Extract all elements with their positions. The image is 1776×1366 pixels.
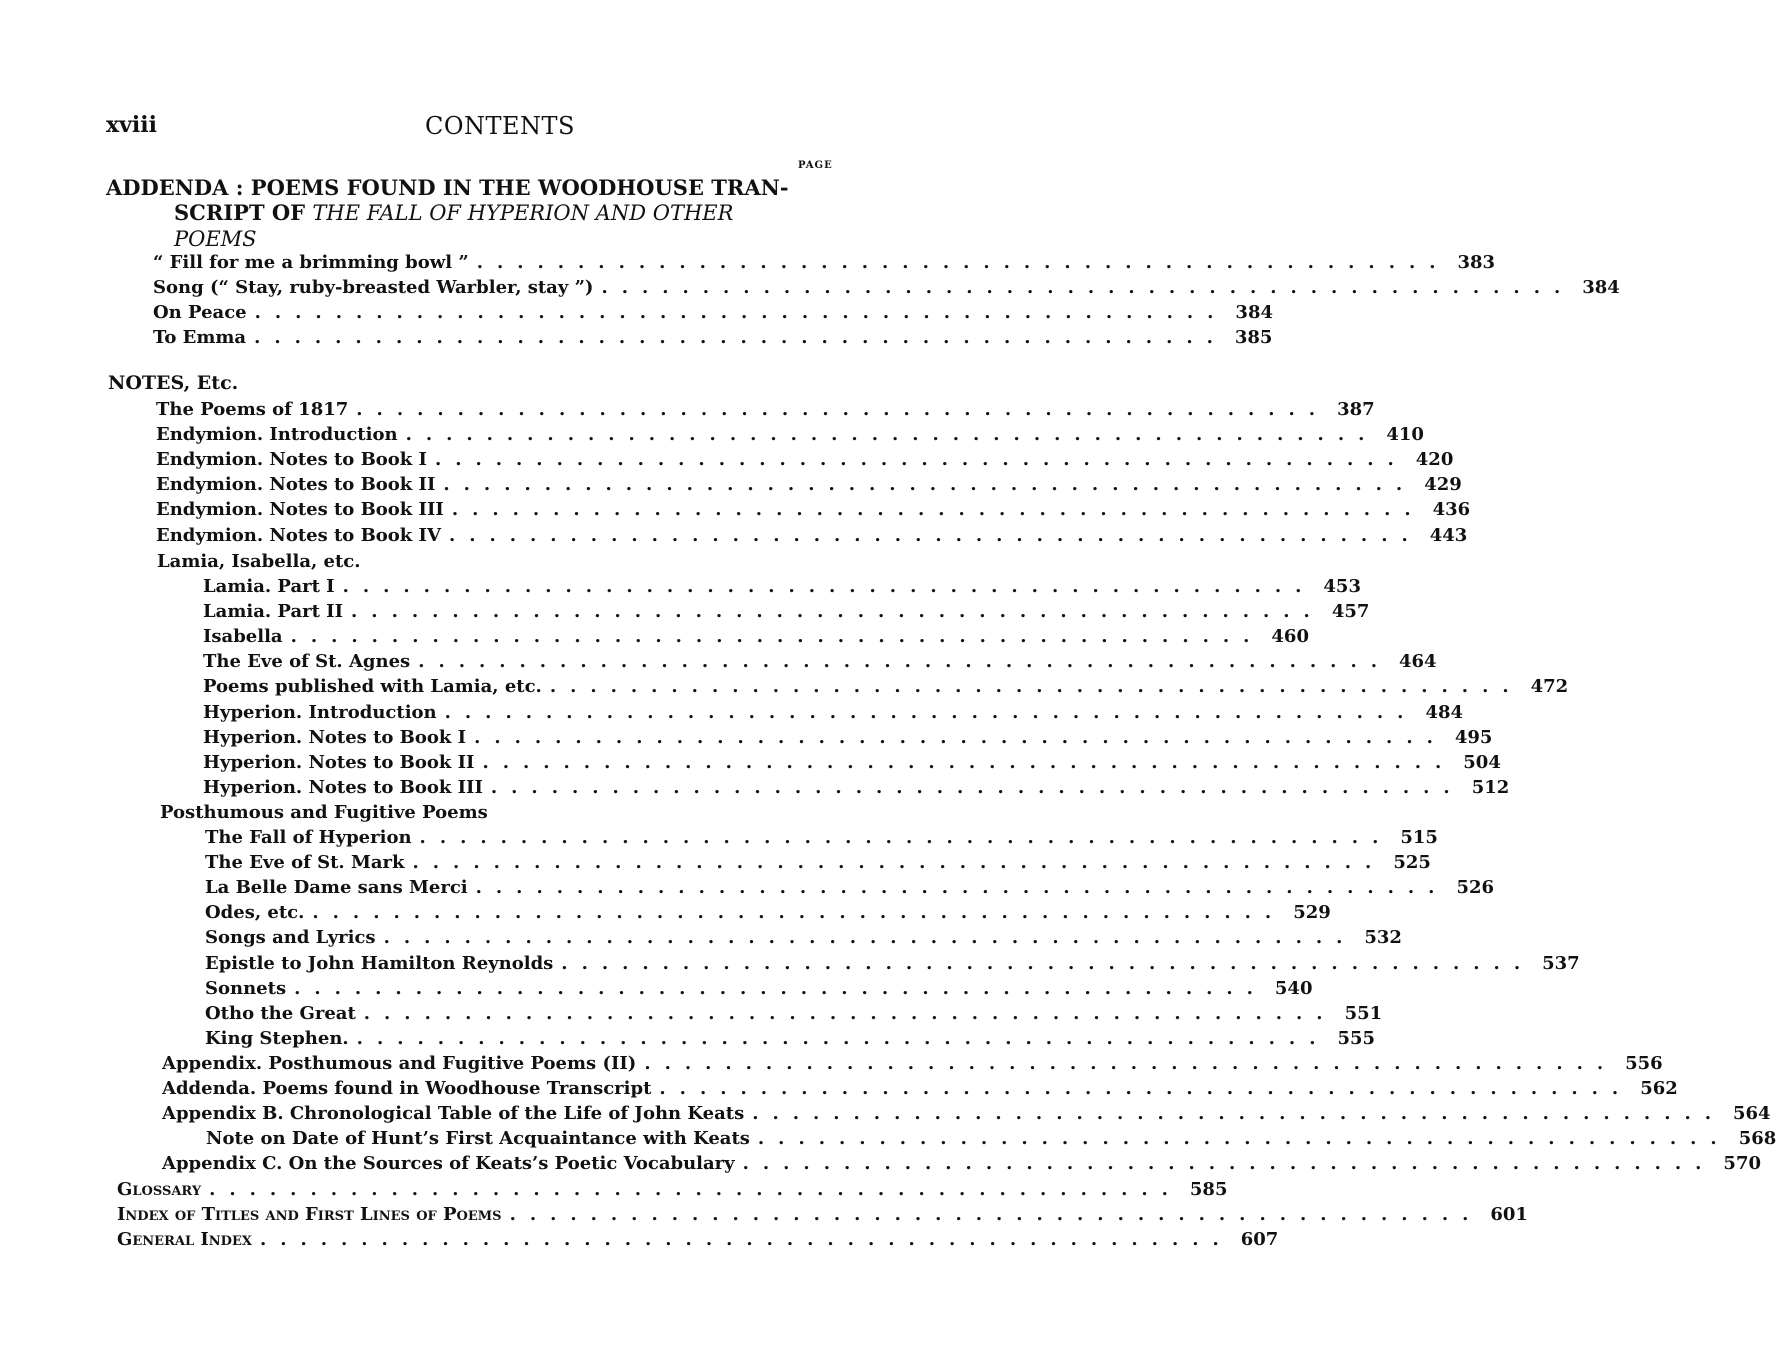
dot-leader: ................................................ <box>434 449 1408 470</box>
toc-entry-title: Hyperion. Notes to Book II <box>203 752 475 773</box>
toc-entry-page-number: 556 <box>1625 1053 1663 1074</box>
dot-leader: ................................................ <box>351 601 1324 622</box>
toc-entry-page-number: 420 <box>1415 449 1454 470</box>
dot-leader: ................................................ <box>294 978 1267 999</box>
toc-entry-page-number: 537 <box>1542 953 1580 974</box>
toc-entry <box>117 1204 1528 1229</box>
toc-entry <box>117 1229 1279 1254</box>
toc-entry-title: Index of Titles and First Lines of Poems <box>117 1204 502 1225</box>
toc-entry-title: Appendix. Posthumous and Fugitive Poems (II) <box>162 1053 637 1074</box>
toc-entry-title: Isabella <box>203 626 283 647</box>
toc-entry-page-number: 436 <box>1432 499 1471 520</box>
lamia-section-heading: Lamia, Isabella, etc. <box>157 551 361 572</box>
dot-leader: ................................................ <box>312 902 1286 923</box>
toc-entry-page-number: 460 <box>1271 626 1309 647</box>
toc-entry-page-number: 512 <box>1471 777 1510 798</box>
toc-entry-page-number: 457 <box>1331 601 1370 622</box>
toc-entry-page-number: 387 <box>1337 399 1375 420</box>
toc-entry-title: Endymion. Notes to Book III <box>156 499 444 520</box>
addenda-heading <box>106 175 806 252</box>
dot-leader: ................................................ <box>482 752 1456 773</box>
dot-leader: ................................................ <box>444 702 1418 723</box>
dot-leader: ................................................ <box>259 1229 1233 1250</box>
toc-entry-title: Poems published with Lamia, etc. <box>203 676 542 697</box>
toc-entry <box>162 1053 1663 1078</box>
toc-entry-title: Hyperion. Introduction <box>203 702 437 723</box>
toc-entry-page-number: 564 <box>1733 1103 1771 1124</box>
toc-entry-page-number: 504 <box>1463 752 1501 773</box>
toc-entry <box>203 626 1309 651</box>
toc-entry <box>205 827 1438 852</box>
dot-leader: ................................................ <box>254 327 1227 348</box>
dot-leader: ................................................ <box>474 727 1447 748</box>
dot-leader: ................................................ <box>363 1003 1337 1024</box>
toc-entry-title: Endymion. Notes to Book I <box>156 449 427 470</box>
toc-entry-title: General Index <box>117 1229 252 1250</box>
toc-entry-title: Song (“ Stay, ruby-breasted Warbler, stay ”) <box>153 277 594 298</box>
toc-entry-title: Endymion. Notes to Book II <box>156 474 436 495</box>
notes-heading: NOTES, Etc. <box>108 372 239 394</box>
dot-leader: ................................................ <box>644 1053 1618 1074</box>
toc-entry-title: Hyperion. Notes to Book III <box>203 777 483 798</box>
toc-entry-title: Songs and Lyrics <box>205 927 376 948</box>
dot-leader: ................................................ <box>383 927 1357 948</box>
toc-entry-title: Otho the Great <box>205 1003 356 1024</box>
dot-leader: ................................................ <box>509 1204 1483 1225</box>
dot-leader: ................................................ <box>476 252 1450 273</box>
toc-entry <box>153 252 1496 277</box>
toc-entry <box>156 525 1468 550</box>
dot-leader: ................................................ <box>561 953 1535 974</box>
dot-leader: ................................................ <box>342 576 1316 597</box>
toc-entry <box>205 953 1580 978</box>
toc-entry <box>156 474 1462 499</box>
toc-entry-title: King Stephen. <box>205 1028 349 1049</box>
dot-leader: ................................................ <box>443 474 1417 495</box>
toc-entry-page-number: 472 <box>1530 676 1569 697</box>
toc-entry <box>203 651 1437 676</box>
dot-leader: ................................................ <box>419 827 1393 848</box>
addenda-heading-line2-italic: THE FALL OF HYPERION AND OTHER <box>312 201 734 225</box>
addenda-heading-line3-italic: POEMS <box>174 227 257 251</box>
toc-entry <box>203 601 1370 626</box>
dot-leader: ................................................ <box>405 424 1379 445</box>
page-folio: xviii <box>106 112 157 138</box>
toc-entry <box>203 777 1510 802</box>
toc-entry <box>205 927 1402 952</box>
toc-entry-page-number: 585 <box>1189 1179 1228 1200</box>
toc-entry-title: The Eve of St. Agnes <box>203 651 411 672</box>
toc-entry <box>205 877 1495 902</box>
toc-entry <box>205 978 1313 1003</box>
toc-entry-title: To Emma <box>153 327 247 348</box>
toc-entry-title: Lamia. Part II <box>203 601 344 622</box>
toc-entry-title: La Belle Dame sans Merci <box>205 877 468 898</box>
page-title: CONTENTS <box>424 112 575 140</box>
toc-entry-page-number: 464 <box>1398 651 1437 672</box>
toc-entry-title: Glossary <box>117 1179 202 1200</box>
toc-entry-page-number: 484 <box>1425 702 1464 723</box>
toc-entry <box>156 499 1471 524</box>
toc-entry-page-number: 525 <box>1393 852 1431 873</box>
toc-entry-page-number: 540 <box>1274 978 1313 999</box>
dot-leader: ................................................ <box>742 1153 1716 1174</box>
dot-leader: ................................................ <box>659 1078 1633 1099</box>
toc-entry-title: The Poems of 1817 <box>156 399 349 420</box>
dot-leader: ................................................ <box>448 525 1422 546</box>
toc-entry-page-number: 383 <box>1457 252 1496 273</box>
dot-leader: ................................................ <box>451 499 1425 520</box>
dot-leader: ................................................ <box>254 302 1228 323</box>
posthumous-section-heading: Posthumous and Fugitive Poems <box>160 802 488 823</box>
toc-entry <box>117 1179 1228 1204</box>
toc-entry-title: Epistle to John Hamilton Reynolds <box>205 953 554 974</box>
toc-entry <box>162 1103 1771 1128</box>
toc-entry <box>205 852 1431 877</box>
toc-entry-page-number: 384 <box>1235 302 1273 323</box>
toc-entry-title: Hyperion. Notes to Book I <box>203 727 467 748</box>
toc-entry-page-number: 515 <box>1400 827 1438 848</box>
toc-entry-title: Addenda. Poems found in Woodhouse Transcript <box>162 1078 652 1099</box>
dot-leader: ................................................ <box>356 1028 1330 1049</box>
toc-entry-page-number: 429 <box>1424 474 1462 495</box>
toc-entry <box>156 424 1424 449</box>
dot-leader: ................................................ <box>356 399 1330 420</box>
dot-leader: ................................................ <box>752 1103 1725 1124</box>
toc-entry <box>153 327 1273 352</box>
toc-entry <box>156 399 1375 424</box>
dot-leader: ................................................ <box>418 651 1391 672</box>
toc-entry-page-number: 385 <box>1234 327 1273 348</box>
toc-entry-title: Endymion. Notes to Book IV <box>156 525 441 546</box>
toc-entry <box>203 676 1569 701</box>
toc-entry-page-number: 410 <box>1386 424 1424 445</box>
toc-entry-title: The Eve of St. Mark <box>205 852 405 873</box>
dot-leader: ................................................ <box>209 1179 1182 1200</box>
toc-entry-page-number: 495 <box>1454 727 1493 748</box>
toc-entry-title: Endymion. Introduction <box>156 424 398 445</box>
dot-leader: ................................................ <box>757 1128 1731 1149</box>
toc-entry <box>205 902 1331 927</box>
dot-leader: ................................................ <box>475 877 1449 898</box>
toc-entry <box>205 1028 1376 1053</box>
toc-entry-title: On Peace <box>153 302 247 323</box>
toc-entry-title: Lamia. Part I <box>203 576 335 597</box>
page-column-label: PAGE <box>798 160 833 171</box>
toc-entry-title: Sonnets <box>205 978 287 999</box>
toc-entry <box>162 1078 1678 1103</box>
toc-entry-page-number: 562 <box>1640 1078 1678 1099</box>
toc-entry <box>156 449 1454 474</box>
toc-entry <box>203 727 1493 752</box>
dot-leader: ................................................ <box>290 626 1264 647</box>
toc-entry <box>203 752 1501 777</box>
toc-entry-page-number: 526 <box>1456 877 1495 898</box>
toc-entry-page-number: 551 <box>1344 1003 1383 1024</box>
toc-entry-page-number: 529 <box>1293 902 1331 923</box>
toc-entry-page-number: 555 <box>1337 1028 1376 1049</box>
toc-entry-page-number: 384 <box>1582 277 1620 298</box>
toc-entry <box>162 1153 1761 1178</box>
toc-entry-page-number: 443 <box>1429 525 1468 546</box>
toc-entry-page-number: 601 <box>1490 1204 1528 1225</box>
toc-entry <box>203 576 1361 601</box>
toc-entry-page-number: 570 <box>1723 1153 1761 1174</box>
addenda-heading-line1: ADDENDA : POEMS FOUND IN THE WOODHOUSE TRAN- <box>106 175 789 200</box>
toc-entry-page-number: 568 <box>1738 1128 1776 1149</box>
toc-entry <box>153 277 1620 302</box>
toc-entry-title: Appendix C. On the Sources of Keats’s Poetic Vocabulary <box>162 1153 735 1174</box>
toc-entry <box>203 702 1464 727</box>
dot-leader: ................................................ <box>490 777 1464 798</box>
toc-entry-page-number: 607 <box>1240 1229 1279 1250</box>
toc-entry-title: Appendix B. Chronological Table of the Life of John Keats <box>162 1103 745 1124</box>
toc-entry-title: Odes, etc. <box>205 902 305 923</box>
toc-entry-title: “ Fill for me a brimming bowl ” <box>153 252 469 273</box>
dot-leader: ................................................ <box>412 852 1386 873</box>
toc-entry-title: Note on Date of Hunt’s First Acquaintance with Keats <box>206 1128 750 1149</box>
toc-entry-page-number: 532 <box>1364 927 1402 948</box>
dot-leader: ................................................ <box>601 277 1575 298</box>
toc-entry <box>205 1003 1383 1028</box>
dot-leader: ................................................ <box>549 676 1523 697</box>
toc-entry-title: The Fall of Hyperion <box>205 827 412 848</box>
addenda-heading-line2 <box>106 200 806 226</box>
addenda-heading-line2-plain: SCRIPT OF <box>174 200 313 225</box>
toc-entry <box>206 1128 1776 1153</box>
toc-entry <box>153 302 1273 327</box>
addenda-heading-line3 <box>106 226 806 252</box>
toc-entry-page-number: 453 <box>1323 576 1361 597</box>
